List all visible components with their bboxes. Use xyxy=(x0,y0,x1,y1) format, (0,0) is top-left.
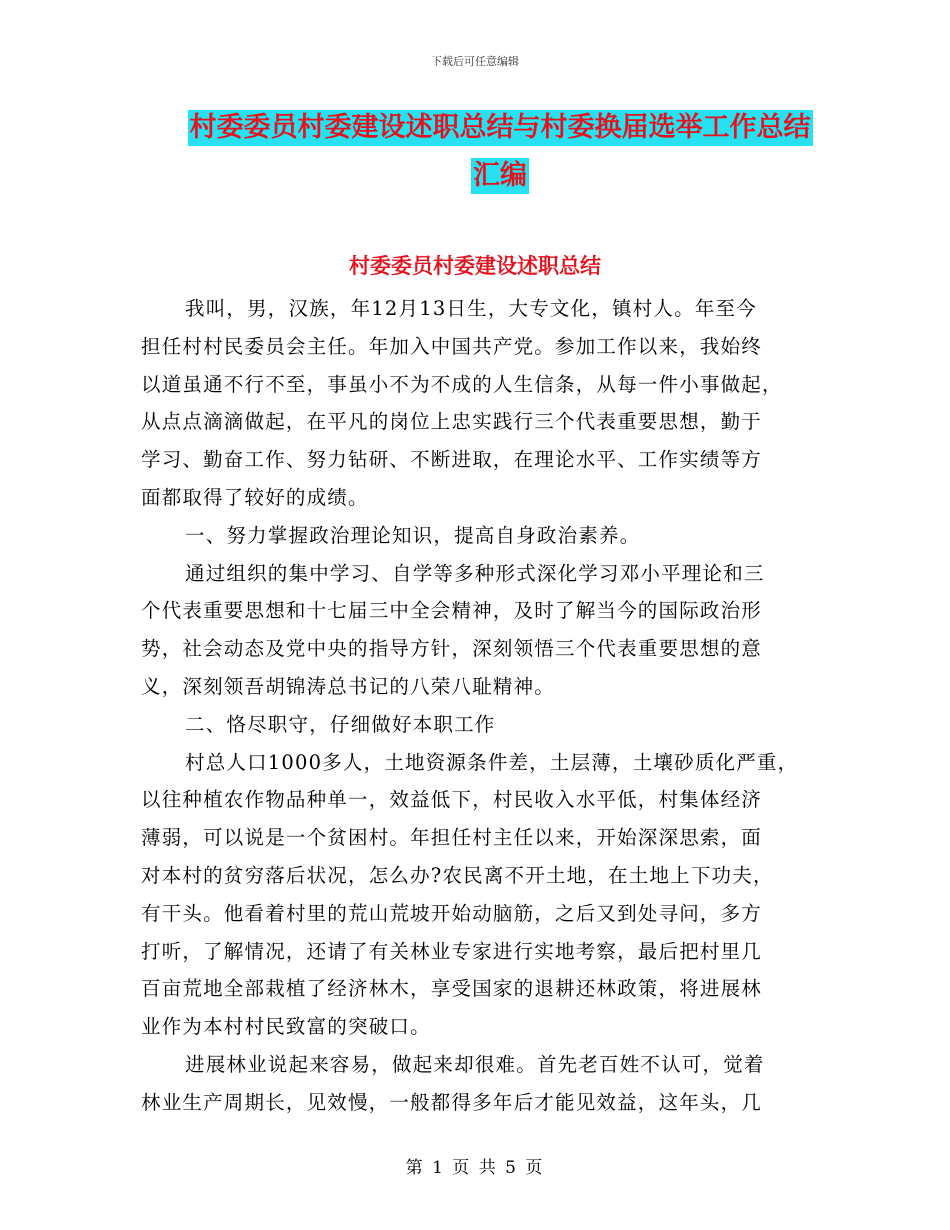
paragraph-line: 林业生产周期长，见效慢，一般都得多年后才能见效益，这年头，几 xyxy=(141,1090,763,1114)
section-title: 村委委员村委建设述职总结 xyxy=(349,254,601,278)
paragraph-line: 从点点滴滴做起，在平凡的岗位上忠实践行三个代表重要思想，勤于 xyxy=(141,410,763,434)
paragraph-line: 对本村的贫穷落后状况，怎么办?农民离不开土地，在土地上下功夫， xyxy=(141,863,774,887)
paragraph-line: 义，深刻领吾胡锦涛总书记的八荣八耻精神。 xyxy=(141,674,556,698)
page-footer: 第 1 页 共 5 页 xyxy=(405,1158,545,1178)
title-line-2: 汇编 xyxy=(471,158,529,194)
title-line-1: 村委委员村委建设述职总结与村委换届选举工作总结 xyxy=(188,110,813,146)
paragraph-line: 学习、勤奋工作、努力钻研、不断进取，在理论水平、工作实绩等方 xyxy=(141,448,763,472)
document-title xyxy=(160,110,840,194)
paragraph-line: 百亩荒地全部栽植了经济林木，享受国家的退耕还林政策，将进展林 xyxy=(141,977,763,1001)
body-text xyxy=(141,290,813,1122)
paragraph-line: 业作为本村村民致富的突破口。 xyxy=(141,1015,431,1039)
paragraph-line: 以道虽通不行不至，事虽小不为不成的人生信条，从每一件小事做起， xyxy=(141,372,783,396)
paragraph-line: 通过组织的集中学习、自学等多种形式深化学习邓小平理论和三 xyxy=(185,561,765,585)
paragraph-line: 村总人口1000多人，土地资源条件差，土层薄，土壤砂质化严重， xyxy=(185,750,799,774)
paragraph-line: 以往种植农作物品种单一，效益低下，村民收入水平低，村集体经济 xyxy=(141,788,763,812)
paragraph-line: 进展林业说起来容易，做起来却很难。首先老百姓不认可，觉着 xyxy=(185,1052,765,1076)
paragraph-line: 面都取得了较好的成绩。 xyxy=(141,485,369,509)
paragraph-line: 打听，了解情况，还请了有关林业专家进行实地考察，最后把村里几 xyxy=(141,939,763,963)
heading-line: 二、恪尽职守，仔细做好本职工作 xyxy=(185,712,496,736)
paragraph-line: 个代表重要思想和十七届三中全会精神，及时了解当今的国际政治形 xyxy=(141,599,763,623)
paragraph-line: 我叫，男，汉族，年12月13日生，大专文化，镇村人。年至今 xyxy=(185,297,757,320)
paragraph-line: 势，社会动态及党中央的指导方针，深刻领悟三个代表重要思想的意 xyxy=(141,637,763,661)
paragraph-line: 薄弱，可以说是一个贫困村。年担任村主任以来，开始深深思索，面 xyxy=(141,826,763,850)
paragraph-line: 有干头。他看着村里的荒山荒坡开始动脑筋，之后又到处寻问，多方 xyxy=(141,901,763,925)
heading-line: 一、努力掌握政治理论知识，提高自身政治素养。 xyxy=(185,523,641,547)
paragraph-line: 担任村村民委员会主任。年加入中国共产党。参加工作以来，我始终 xyxy=(141,334,763,358)
header-note: 下载后可任意编辑 xyxy=(431,55,519,68)
